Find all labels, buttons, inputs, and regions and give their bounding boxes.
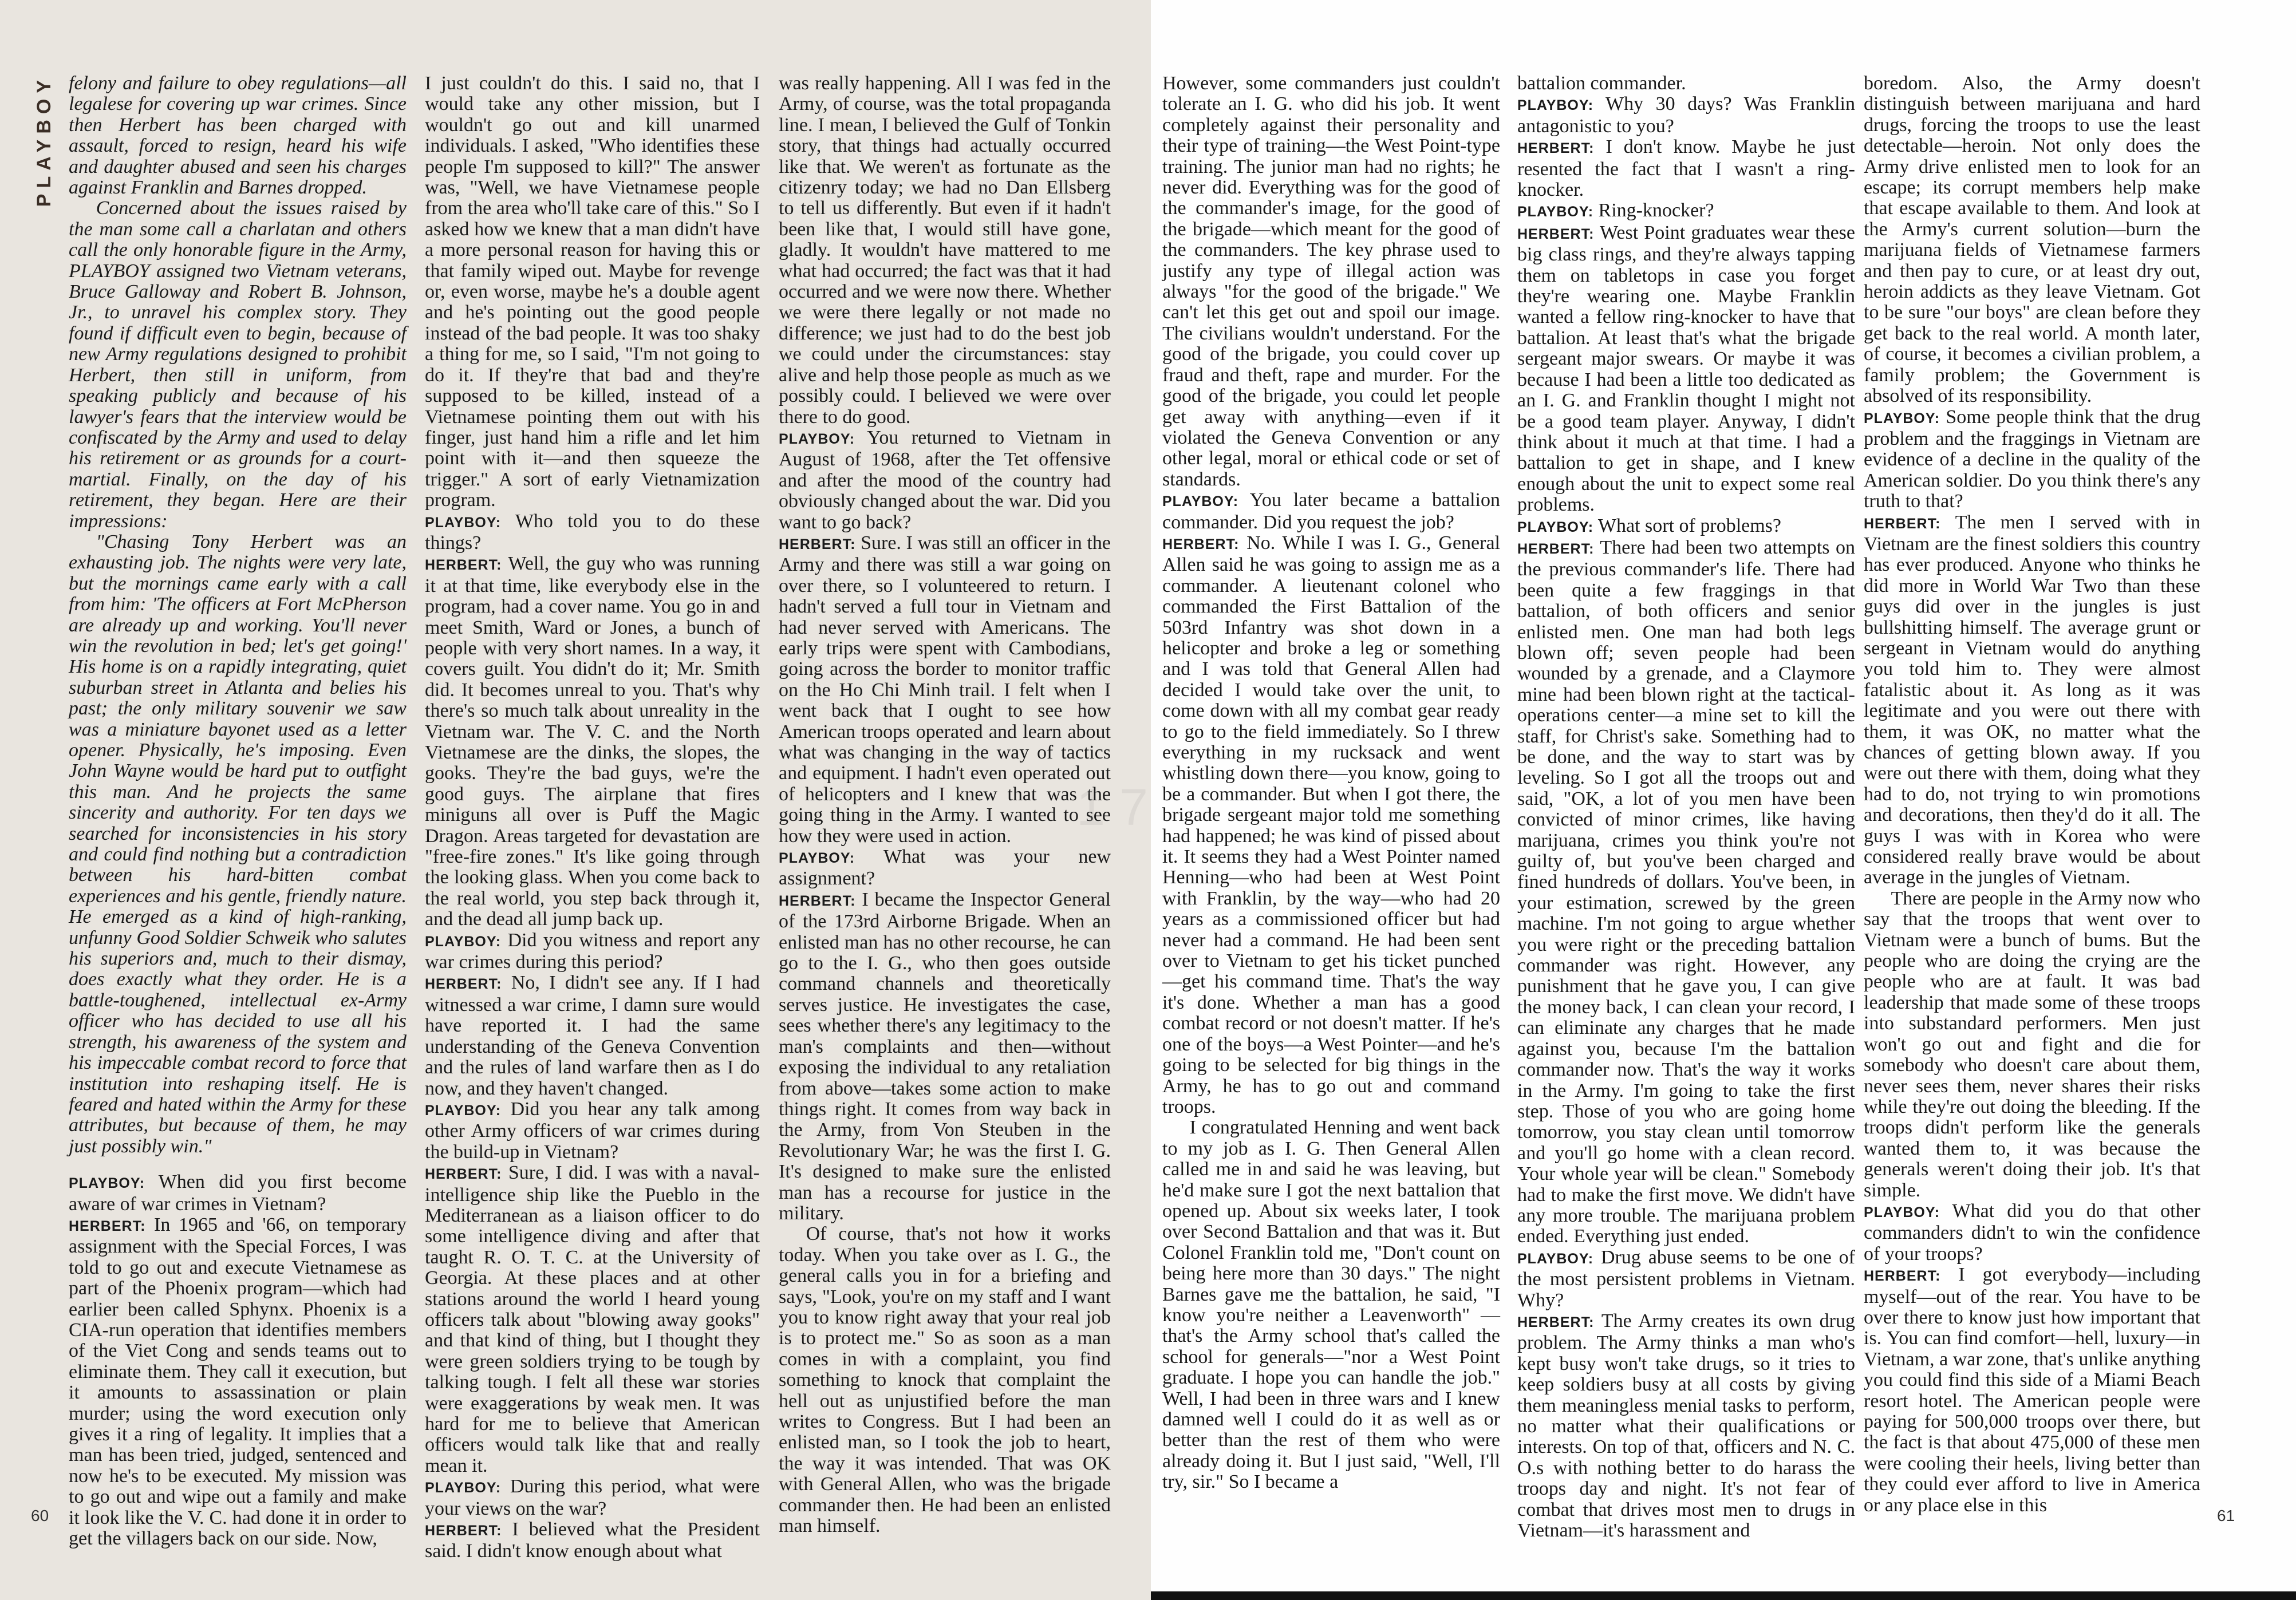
speaker-label: PLAYBOY: (425, 933, 502, 950)
qa-paragraph (1864, 407, 2200, 512)
paragraph-text: battalion commander. (1517, 73, 1686, 94)
column-1 (69, 73, 407, 1550)
speaker-label: PLAYBOY: (425, 1102, 502, 1119)
qa-paragraph (425, 511, 760, 554)
paragraph-text: What sort of problems? (1597, 515, 1781, 536)
qa-paragraph (425, 1519, 760, 1562)
qa-paragraph (1517, 1247, 1855, 1311)
paragraph-text: I believed what the President said. I didn't know enough about what (425, 1519, 760, 1562)
paragraph-text: Drug abuse seems to be one of the most persistent problems in Vietnam. Why? (1517, 1246, 1855, 1311)
body-paragraph (1162, 1117, 1500, 1492)
intro-paragraph: "Chasing Tony Herbert was an exhausting job. The nights were very late, but the mornings came early with a call from him: 'The officers at Fort McPherson are already up and working. You'll never win the revolution in bed; let's get going!' His home is on a rapidly integrating, quiet suburban street in Atlanta and belies his past; the only military souvenir we saw was a miniature bayonet used as a letter opener. Physically, he's imposing. Even John Wayne would be hard put to outfight this man. And he projects the same sincerity and authority. For ten days we searched for inconsistencies in his story and could find nothing but a contradiction between his hard-bitten combat experiences and his gentle, friendly nature. He emerged as a kind of high-ranking, unfunny Good Soldier Schweik who salutes his superiors and, much to their dismay, does exactly what they order. He is a battle-toughened, intellectual ex-Army officer who has decided to use all his strength, his awareness of the system and his impeccable combat record to force that institution into reshaping itself. He is feared and hated within the Army for these attributes, but because of them, he may just possibly win." (69, 531, 407, 1157)
qa-paragraph (425, 973, 760, 1099)
speaker-label: HERBERT: (425, 557, 502, 574)
speaker-label: HERBERT: (1864, 1268, 1941, 1285)
intro-paragraph: felony and failure to obey regulations—all legalese for covering up war crimes. Since then Herbert has been charged with assault, forced to resign, heard his wife and daughter abused and seen his charges against Franklin and Barnes dropped. (69, 73, 407, 199)
paragraph-text: There are people in the Army now who say that the troops that went over to Vietnam were a bunch of bums. But the people who are doing the crying are the people who are at fault. It was bad leadership that made some of these troops into substandard performers. Men just won't go out and fight and die for somebody who doesn't care about them, never sees them, never shares their risks while they're out doing the bleeding. If the troops didn't perform like the generals wanted them to, it was because the generals weren't doing their job. It's that simple. (1864, 887, 2200, 1201)
column-5 (1517, 73, 1855, 1542)
paragraph-text: I just couldn't do this. I said no, that I would take any other mission, but I wouldn't go out and kill unarmed individuals. I asked, "Who identifies these people I'm supposed to kill?" The answer was, "Well, we have Vietnamese people from the area who'll take care of this." So I asked how we knew that a man didn't have a more personal reason for having this or that family wiped out. Maybe for revenge or, even worse, maybe he's a double agent and he's pointing out the good people instead of the bad people. It was too shaky a thing for me, so I said, "I'm not going to do it. If they're that bad and they're supposed to be killed, instead of a Vietnamese pointing them out with his finger, just hand him a rifle and let him point with it—and then squeeze the trigger." A sort of early Vietnamization program. (425, 73, 760, 511)
paragraph-text: In 1965 and '66, on temporary assignment with the Special Forces, I was told to go out and execute Vietnamese as part of the Phoenix program—which had earlier been called Sphynx. Phoenix is a CIA-run operation that identifies members of the Viet Cong and sends teams out to eliminate them. They call it execution, but it amounts to assassination or plain murder; using the word execution only gives it a ring of legality. It implies that a man has been tried, judged, sentenced and now he's to be executed. My mission was to go out and wipe out a family and make it look like the V. C. had done it in order to get the villagers back on our side. Now, (69, 1214, 407, 1550)
column-3 (779, 73, 1111, 1542)
paragraph-text: Sure. I was still an officer in the Army and there was still a war going on over there, so I volunteered to return. I hadn't served a full tour in Vietnam and had never served with Americans. The early trips were spent with Cambodians, going across the border to monitor traffic on the Ho Chi Minh trail. I felt when I went back that I ought to see how American troops operated and learn about what was changing in the way of tactics and equipment. I hadn't even operated out of helicopters and I knew that was the going thing in the Army. I wanted to see how they were used in action. (779, 532, 1111, 847)
speaker-label: PLAYBOY: (1517, 97, 1594, 114)
speaker-label: HERBERT: (1162, 536, 1240, 552)
paragraph-text: Ring-knocker? (1598, 200, 1714, 222)
paragraph-text: Did you hear any talk among other Army officers of war crimes during the build-up in Vietnam? (425, 1098, 760, 1163)
magazine-name-vertical: PLAYBOY (33, 74, 55, 207)
speaker-label: HERBERT: (1517, 140, 1595, 157)
body-paragraph (779, 73, 1111, 428)
paragraph-text: What was your new assignment? (779, 846, 1111, 890)
speaker-label: PLAYBOY: (425, 1480, 502, 1496)
paragraph-text: When did you first become aware of war crimes in Vietnam? (69, 1171, 407, 1215)
column-4 (1162, 73, 1500, 1542)
paragraph-text: Some people think that the drug problem and the fraggings in Vietnam are evidence of a decline in the quality of the American soldier. Do you think there's any truth to that? (1864, 406, 2200, 512)
speaker-label: PLAYBOY: (69, 1175, 145, 1192)
paragraph-text: I congratulated Henning and went back to my job as I. G. Then General Allen called me in and said he was leaving, but he'd make sure I got the next battalion that opened up. About six weeks later, I took over Second Battalion and that was it. But Colonel Franklin told me, "Don't count on being here more than 30 days." The night Barnes gave me the battalion, he said, "I know you're neither a Leavenworth" —that's the Army school that's called the school for generals—"nor a West Point graduate. I hope you can handle the job." Well, I had been in three wars and I knew damned well I could do it as well as or better than the rest of them who were already doing it. But I just said, "Well, I'll try, sir." So I became a (1162, 1117, 1500, 1493)
speaker-label: HERBERT: (425, 1166, 502, 1183)
body-paragraph (1517, 73, 1855, 94)
paragraph-text: There had been two attempts on the previous commander's life. There had been quite a few fraggings in that battalion, of both officers and senior enlisted men. One man had both legs blown off; seven people had been wounded by a grenade, and a Claymore mine had been blown right at the tactical-operations center—a mine set to kill the staff, for Christ's sake. Something had to be done, and the way to start was by leveling. So I got all the troops out and said, "OK, a lot of you men have been convicted of minor crimes, like having marijuana, crimes you think you're not guilty of, but you've been charged and fined hundreds of dollars. You've been, in your estimation, screwed by the green machine. I'm not going to argue whether you were right or the preceding battalion commander was right. However, any punishment that he gave you, I can give the money back, I can clean your record, I can eliminate any charges that he made against you, because I'm the battalion commander now. That's the way it works in the Army. I'm going to take the first step. Those of you who are going home tomorrow, you stay clean until tomorrow and you'll go home with a clean record. Your whole year will be clean." Somebody had to make the first move. We didn't have any more trouble. The marijuana problem ended. Everything just ended. (1517, 536, 1855, 1247)
qa-paragraph (1517, 223, 1855, 516)
qa-paragraph (1517, 1311, 1855, 1541)
qa-paragraph (1517, 137, 1855, 200)
speaker-label: HERBERT: (69, 1218, 146, 1234)
watermark: 1 7 (1076, 779, 1149, 836)
page-number-right: 61 (2217, 1507, 2235, 1524)
qa-list (69, 1172, 407, 1549)
body-paragraph (1162, 73, 1500, 490)
body-paragraph (425, 73, 760, 511)
qa-paragraph (779, 428, 1111, 533)
right-page (1151, 0, 2296, 1600)
speaker-label: PLAYBOY: (425, 514, 502, 531)
speaker-label: HERBERT: (425, 976, 502, 993)
qa-paragraph (425, 1099, 760, 1163)
bottom-rule (1151, 1591, 2296, 1600)
qa-paragraph (1517, 538, 1855, 1247)
qa-paragraph (1162, 490, 1500, 533)
paragraph-text: I became the Inspector General of the 173rd Airborne Brigade. When an enlisted man has no other recourse, he can go to the I. G., who then goes outside command channels and theoretically serves justice. He investigates the case, sees whether there's any legitimacy to the man's complaints and then—without exposing the individual to any retaliation from above—takes some action to make things right. It comes from way back in the Army, from Von Steuben in the Revolutionary War; he was the first I. G. It's designed to make sure the enlisted man has a recourse for justice in the military. (779, 888, 1111, 1224)
speaker-label: HERBERT: (779, 892, 856, 909)
qa-paragraph (1162, 533, 1500, 1117)
column-2 (425, 73, 760, 1562)
speaker-label: PLAYBOY: (1517, 204, 1594, 220)
paragraph-text: Who told you to do these things? (425, 510, 760, 554)
qa-paragraph (1517, 94, 1855, 137)
speaker-label: PLAYBOY: (1864, 410, 1940, 426)
paragraph-text: I got everybody—including myself—out of the rear. You have to be over there to know just how important that is. You can find comfort—hell, luxury—in Vietnam, a war zone, that's unlike anything you could find this side of a Miami Beach resort hotel. The American people were paying for 500,000 troops over there, but the fact is that about 475,000 of these men were cooling their heels, living better than they could ever afford to live in America or any place else in this (1864, 1264, 2201, 1516)
paragraph-text: boredom. Also, the Army doesn't distinguish between marijuana and hard drugs, forcing the troops to use the least detectable—heroin. Not only does the Army drive enlisted men to look for an escape; its corrupt members help make that escape available to them. And look at the Army's current solution—burn the marijuana fields of Vietnamese farmers and then pay to cure, or at least dry out, heroin addicts as they leave Vietnam. Got to be sure "our boys" are clean before they get back to the real world. A month later, of course, it becomes a civilian problem, a family problem; the Government is absolved of its responsibility. (1864, 73, 2200, 407)
paragraph-text: was really happening. All I was fed in the Army, of course, was the total propaganda line. I mean, I believed the Gulf of Tonkin story, that things had actually occurred like that. We weren't as fortunate as the citizenry today; we had no Dan Ellsberg to tell us differently. But even if it hadn't been like that, I would still have gone, gladly. It wouldn't have mattered to me what had occurred; the fact was that it had occurred and we were now there. Whether we were there legally or not made no difference; we just had to do the best job we could under the circumstances: stay alive and help those people as much as we possibly could. I believed we were over there to do good. (779, 73, 1111, 428)
paragraph-text: Sure, I did. I was with a naval-intelligence ship like the Pueblo in the Mediterranean as a liaison officer to do some intelligence diving and after that taught R. O. T. C. at the University of Georgia. At these places and at other stations around the world I heard young officers talk about "blowing away gooks" and that kind of thing, but I thought they were green soldiers trying to be tough by talking tough. I felt all these war stories were exaggerations by weak men. It was hard for me to believe that American officers would talk like that and really mean it. (425, 1162, 760, 1476)
qa-paragraph (1864, 512, 2200, 888)
paragraph-text: West Point graduates wear these big class rings, and they're always tapping them on tabletops in case you forget they're wearing one. Maybe Franklin wanted a fellow ring-knocker to have that battalion. At least that's what the brigade sergeant major swears. Or maybe it was because I had been a little too dedicated as an I. G. and Franklin thought I might not be a good team player. Anyway, I didn't think about it much at that time. I had a battalion to get in shape, and I knew enough about the unit to expect some real problems. (1517, 222, 1855, 516)
paragraph-text: The men I served with in Vietnam are the finest soldiers this country has ever produced. Anyone who thinks he did more in World War Two than these guys did over in the jungles is just bullshitting himself. The average grunt or sergeant in Vietnam would do anything you told him to. They were almost fatalistic about it. As long as it was legitimate and you were out there with them, it was OK, no matter what the chances of getting blown away. If you were out there with them, doing what they had to do, not trying to win promotions and decorations, then they'd do it all. The guys I was with in Korea who were considered really brave would be about average in the jungles of Vietnam. (1864, 511, 2200, 888)
qa-paragraph (69, 1215, 407, 1550)
speaker-label: PLAYBOY: (1517, 1250, 1594, 1267)
speaker-label: HERBERT: (1517, 1314, 1595, 1330)
qa-paragraph (779, 533, 1111, 847)
speaker-label: HERBERT: (425, 1523, 502, 1539)
qa-paragraph (425, 1163, 760, 1476)
paragraph-text: No, I didn't see any. If I had witnessed a war crime, I damn sure would have reported it. I had the same understanding of the Geneva Convention and the rules of land warfare then as I do now, and they haven't changed. (425, 972, 760, 1099)
qa-paragraph (69, 1172, 407, 1215)
speaker-label: HERBERT: (1517, 540, 1595, 557)
qa-paragraph (779, 847, 1111, 890)
paragraph-text: No. While I was I. G., General Allen said he was going to assign me as a commander. A lieutenant colonel who commanded the First Battalion of the 503rd Infantry was shot down in a helicopter and broke a leg or something and I was told that General Allen had decided I would take over the unit, to come down with all my combat gear ready to go to the field immediately. So I threw everything in my rucksack and went whistling down there—you know, going to be a commander. But when I got there, the brigade sergeant major told me something had happened; he was kind of pissed about it. It seems they had a West Pointer named Henning—who had been at West Point with Franklin, by the way—who had 20 years as a commissioned officer but had never had a command. He had been sent over to Vietnam to get his ticket punched—get his command time. That's the way it's done. Whether a man has a good combat record or not doesn't matter. If he's one of the boys—a West Pointer—and he's going to be selected for big things in the Army, he has to go out and command troops. (1162, 532, 1500, 1117)
qa-paragraph (1864, 1265, 2200, 1516)
speaker-label: PLAYBOY: (1864, 1204, 1940, 1220)
paragraph-text: The Army creates its own drug problem. The Army thinks a man who's kept busy won't take drugs, so it tries to keep soldiers busy at all costs by giving them meaningless menial tasks to perform, no matter what their qualifications or interests. On top of that, officers and N. C. O.s with nothing better to do harass the troops day and night. It's not fear of combat that drives most men to drugs in Vietnam—it's harassment and (1517, 1310, 1856, 1542)
paragraph-text: Why 30 days? Was Franklin antagonistic to you? (1517, 93, 1856, 137)
qa-paragraph (1517, 516, 1855, 538)
paragraph-text: During this period, what were your views on the war? (425, 1476, 760, 1519)
body-paragraph (1864, 888, 2200, 1201)
speaker-label: HERBERT: (1864, 515, 1941, 532)
qa-paragraph (779, 890, 1111, 1224)
speaker-label: PLAYBOY: (1517, 519, 1594, 535)
paragraph-text: However, some commanders just couldn't tolerate an I. G. who did his job. It went completely against their personality and their type of training—the West Point-type training. The junior man had no rights; he never did. Everything was for the good of the commander's image, for the good of the brigade—which meant for the good of the commanders. The key phrase used to justify any type of illegal action was always "for the good of the brigade." We can't let this get out and spoil our image. The civilians wouldn't understand. For the good of the brigade, you could cover up fraud and theft, rape and murder. For the good of the brigade, you could let people get away with anything—even if it violated the Geneva Convention or any other legal, moral or ethical code or set of standards. (1162, 73, 1500, 490)
paragraph-text: You returned to Vietnam in August of 1968, after the Tet offensive and after the mood of the country had obviously changed about the war. Did you want to go back? (779, 426, 1111, 533)
intro-text (69, 73, 407, 1157)
paragraph-text: You later became a battalion commander. Did you request the job? (1162, 489, 1500, 533)
qa-paragraph (1864, 1201, 2200, 1265)
speaker-label: HERBERT: (1517, 226, 1595, 242)
paragraph-text: I don't know. Maybe he just resented the fact that I wasn't a ring-knocker. (1517, 136, 1856, 201)
qa-paragraph (425, 930, 760, 973)
paragraph-text: Did you witness and report any war crimes during this period? (425, 929, 760, 973)
speaker-label: PLAYBOY: (779, 430, 855, 447)
column-6 (1864, 73, 2200, 1542)
body-paragraph (1864, 73, 2200, 407)
body-paragraph (779, 1224, 1111, 1536)
paragraph-text: What did you do that other commanders didn't to win the confidence of your troops? (1864, 1200, 2200, 1265)
qa-paragraph (1517, 200, 1855, 222)
intro-paragraph: Concerned about the issues raised by the man some call a charlatan and others call the only honorable figure in the Army, PLAYBOY assigned two Vietnam veterans, Bruce Galloway and Robert B. Johnson, Jr., to unravel his complex story. They found if difficult even to begin, because of new Army regulations designed to prohibit Herbert, then still in uniform, from speaking publicly and because of his lawyer's fears that the interview would be confiscated by the Army and used to delay his retirement or as grounds for a court-martial. Finally, on the day of his retirement, they began. Here are their impressions: (69, 197, 407, 532)
speaker-label: PLAYBOY: (779, 850, 855, 867)
section-gap (69, 1157, 407, 1172)
speaker-label: HERBERT: (779, 536, 856, 552)
page-number-left: 60 (31, 1507, 49, 1524)
paragraph-text: Well, the guy who was running it at that time, like everybody else in the program, had a cover name. You go in and meet Smith, Ward or Jones, a bunch of people with very short names. In a way, it covers guilt. You didn't do it; Mr. Smith did. It becomes unreal to you. That's why there's so much talk about unreality in the Vietnam war. The V. C. and the North Vietnamese are the dinks, the slopes, the gooks. They're the bad guys, we're the good guys. The airplane that fires miniguns all over is Puff the Magic Dragon. Areas targeted for devastation are "free-fire zones." It's like going through the looking glass. When you come back to the real world, you step back through it, and the dead all jump back up. (425, 553, 760, 930)
qa-paragraph (425, 1476, 760, 1519)
speaker-label: PLAYBOY: (1162, 493, 1239, 510)
qa-paragraph (425, 554, 760, 930)
paragraph-text: Of course, that's not how it works today. When you take over as I. G., the general calls you in for a briefing and says, "Look, you're on my staff and I want you to know right away that your real job is to protect me." So as soon as a man comes in with a complaint, you find something to knock that complaint the hell out as unjustified before the man writes to Congress. But I had been an enlisted man, so I took the job to heart, the way it was intended. That was OK with General Allen, who was the brigade commander then. He had been an enlisted man himself. (779, 1223, 1111, 1537)
